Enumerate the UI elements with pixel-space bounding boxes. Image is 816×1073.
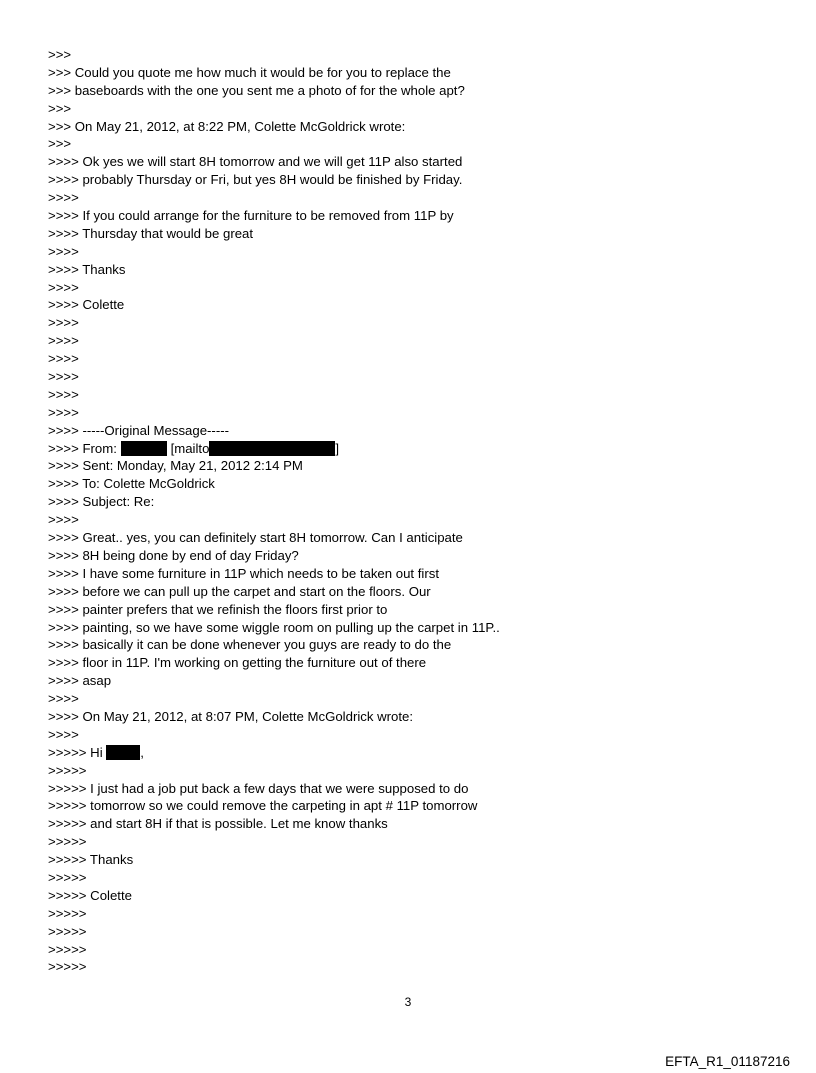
bates-number: EFTA_R1_01187216	[665, 1054, 790, 1069]
email-line: >>>>	[48, 351, 79, 367]
email-line: >>> Could you quote me how much it would be for you to replace the	[48, 64, 451, 80]
original-message-divider: >>>> -----Original Message-----	[48, 422, 229, 438]
email-line: >>>> I have some furniture in 11P which needs to be taken out first	[48, 565, 439, 581]
email-line: >>>>>	[48, 941, 87, 957]
email-line: >>>	[48, 47, 72, 62]
email-line: >>>>> I just had a job put back a few days that we were supposed to do	[48, 780, 469, 796]
greeting-comma: ,	[140, 744, 144, 760]
email-line: >>>	[48, 136, 72, 152]
to-header-line: >>>> To: Colette McGoldrick	[48, 476, 215, 492]
email-line: >>>> If you could arrange for the furniture to be removed from 11P by	[48, 208, 454, 224]
email-line: >>>> painting, so we have some wiggle room on pulling up the carpet in 11P..	[48, 619, 500, 635]
email-line: >>>>	[48, 315, 79, 331]
email-line: >>>> before we can pull up the carpet and start on the floors. Our	[48, 583, 431, 599]
email-line: >>>>	[48, 243, 79, 259]
email-line: >>>>>	[48, 959, 87, 975]
email-line: >>>>>	[48, 869, 87, 885]
page-number: 3	[404, 995, 412, 1009]
email-line: >>>> painter prefers that we refinish the floors first prior to	[48, 601, 388, 617]
from-label: >>>> From:	[48, 440, 121, 456]
email-line: >>>> Thursday that would be great	[48, 225, 254, 241]
email-line: >>>>	[48, 726, 79, 742]
email-line: >>>> Great.. yes, you can definitely start 8H tomorrow. Can I anticipate	[48, 530, 463, 546]
email-line: >>>>	[48, 404, 79, 420]
email-line: >>>> basically it can be done whenever you guys are ready to do the	[48, 637, 452, 653]
email-line: >>>> Thanks	[48, 261, 126, 277]
mailto-close-bracket: ]	[335, 440, 340, 456]
email-line: >>>>	[48, 691, 79, 707]
email-line: >>>>	[48, 279, 79, 295]
email-line: >>>>> tomorrow so we could remove the carpeting in apt # 11P tomorrow	[48, 798, 478, 814]
greeting-line	[48, 744, 768, 762]
email-line: >>>>	[48, 369, 79, 385]
email-line: >>>> probably Thursday or Fri, but yes 8H would be finished by Friday.	[48, 172, 463, 188]
email-line: >>>>	[48, 386, 79, 402]
mailto-text: [mailto	[170, 440, 210, 456]
email-line: >>>>	[48, 190, 79, 206]
email-line: >>> On May 21, 2012, at 8:22 PM, Colette McGoldrick wrote:	[48, 118, 406, 134]
email-line: >>>>> Colette	[48, 887, 132, 903]
redacted-sender-email	[209, 441, 335, 456]
sent-header-line: >>>> Sent: Monday, May 21, 2012 2:14 PM	[48, 458, 303, 474]
redacted-sender-name	[121, 441, 167, 456]
email-line: >>>> On May 21, 2012, at 8:07 PM, Colette McGoldrick wrote:	[48, 708, 414, 724]
email-line: >>>>>	[48, 905, 87, 921]
email-line: >>>> 8H being done by end of day Friday?	[48, 547, 299, 563]
email-line: >>>> Colette	[48, 297, 125, 313]
email-line: >>>	[48, 100, 72, 116]
subject-header-line: >>>> Subject: Re:	[48, 494, 155, 510]
email-line: >>>>>	[48, 762, 87, 778]
email-line: >>>> asap	[48, 673, 112, 689]
email-line: >>>> floor in 11P. I'm working on getting the furniture out of there	[48, 655, 427, 671]
email-line: >>>>	[48, 512, 79, 528]
email-line: >>>>>	[48, 834, 87, 850]
greeting-text: >>>>> Hi	[48, 744, 107, 760]
email-line: >>>>> Thanks	[48, 852, 134, 868]
email-line: >>>>	[48, 333, 79, 349]
from-header-line	[48, 440, 768, 458]
redacted-recipient-name	[106, 745, 140, 760]
email-line: >>>>> and start 8H if that is possible. Let me know thanks	[48, 816, 388, 832]
email-thread-body	[48, 46, 768, 976]
email-line: >>> baseboards with the one you sent me a photo of for the whole apt?	[48, 82, 465, 98]
email-line: >>>> Ok yes we will start 8H tomorrow and we will get 11P also started	[48, 154, 463, 170]
email-line: >>>>>	[48, 923, 87, 939]
